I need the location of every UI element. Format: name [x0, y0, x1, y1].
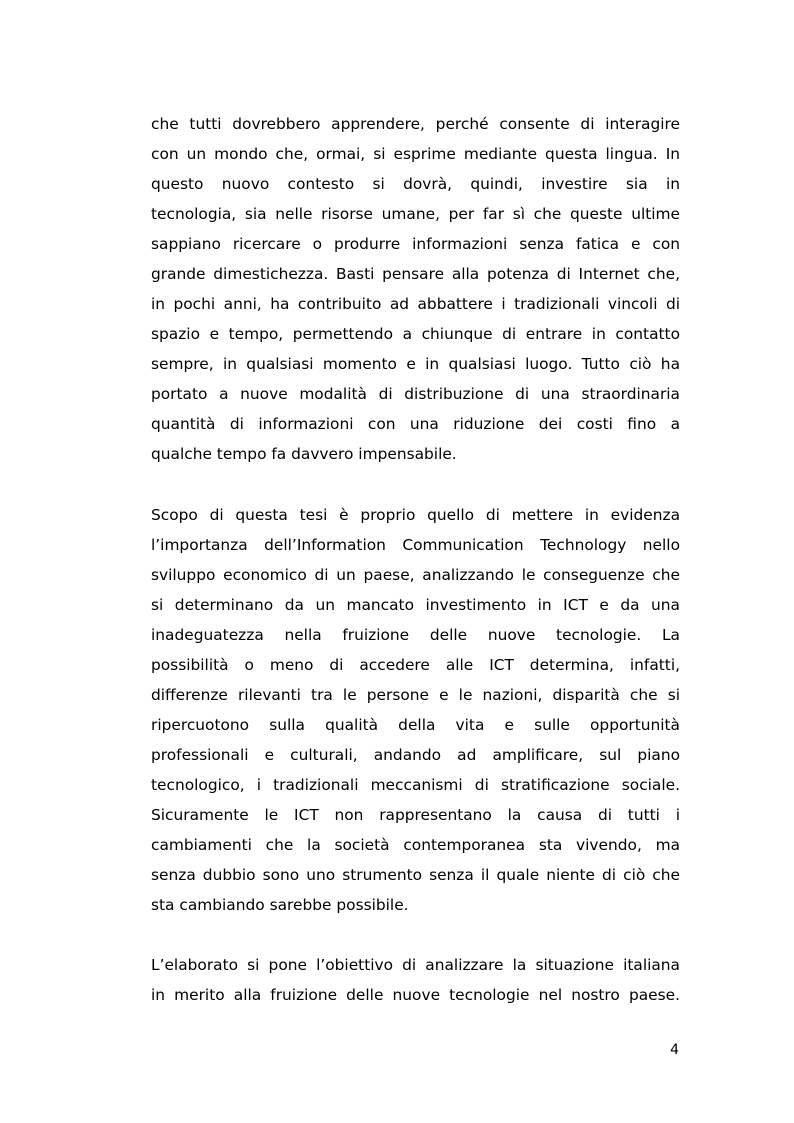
text-line: sta cambiando sarebbe possibile.: [151, 896, 409, 914]
text-line: che tutti dovrebbero apprendere, perché consente di interagire: [151, 115, 680, 133]
text-line: sviluppo economico di un paese, analizzando le conseguenze che: [151, 566, 680, 584]
text-line: sempre, in qualsiasi momento e in qualsiasi luogo. Tutto ciò ha: [151, 355, 680, 373]
paragraph-2: [151, 500, 680, 920]
text-line: sappiano ricercare o produrre informazioni senza fatica e con: [151, 235, 680, 253]
text-line: tecnologia, sia nelle risorse umane, per far sì che queste ultime: [151, 205, 680, 223]
text-line: con un mondo che, ormai, si esprime mediante questa lingua. In: [151, 145, 680, 163]
text-line: questo nuovo contesto si dovrà, quindi, investire sia in: [151, 175, 680, 193]
text-line: possibilità o meno di accedere alle ICT determina, infatti,: [151, 656, 680, 674]
text-line: spazio e tempo, permettendo a chiunque di entrare in contatto: [151, 325, 680, 343]
text-line: portato a nuove modalità di distribuzione di una straordinaria: [151, 385, 680, 403]
page-number: 4: [670, 1042, 679, 1058]
text-line: L’elaborato si pone l’obiettivo di analizzare la situazione italiana: [151, 956, 680, 974]
text-line: qualche tempo fa davvero impensabile.: [151, 445, 457, 463]
text-line: ripercuotono sulla qualità della vita e sulle opportunità: [151, 716, 680, 734]
text-line: cambiamenti che la società contemporanea sta vivendo, ma: [151, 836, 680, 854]
paragraph-1: [151, 109, 680, 469]
text-line: l’importanza dell’Information Communication Technology nello: [151, 536, 680, 554]
text-line: differenze rilevanti tra le persone e le nazioni, disparità che si: [151, 686, 680, 704]
paragraph-3: [151, 950, 680, 1010]
text-line: in merito alla fruizione delle nuove tecnologie nel nostro paese.: [151, 986, 680, 1004]
text-line: Scopo di questa tesi è proprio quello di mettere in evidenza: [151, 506, 680, 524]
text-line: tecnologico, i tradizionali meccanismi di stratificazione sociale.: [151, 776, 680, 794]
text-line: grande dimestichezza. Basti pensare alla potenza di Internet che,: [151, 265, 680, 283]
text-line: quantità di informazioni con una riduzione dei costi fino a: [151, 415, 680, 433]
text-line: professionali e culturali, andando ad amplificare, sul piano: [151, 746, 680, 764]
text-line: si determinano da un mancato investimento in ICT e da una: [151, 596, 680, 614]
text-line: Sicuramente le ICT non rappresentano la causa di tutti i: [151, 806, 680, 824]
text-line: senza dubbio sono uno strumento senza il quale niente di ciò che: [151, 866, 680, 884]
text-line: inadeguatezza nella fruizione delle nuove tecnologie. La: [151, 626, 680, 644]
text-line: in pochi anni, ha contribuito ad abbattere i tradizionali vincoli di: [151, 295, 680, 313]
